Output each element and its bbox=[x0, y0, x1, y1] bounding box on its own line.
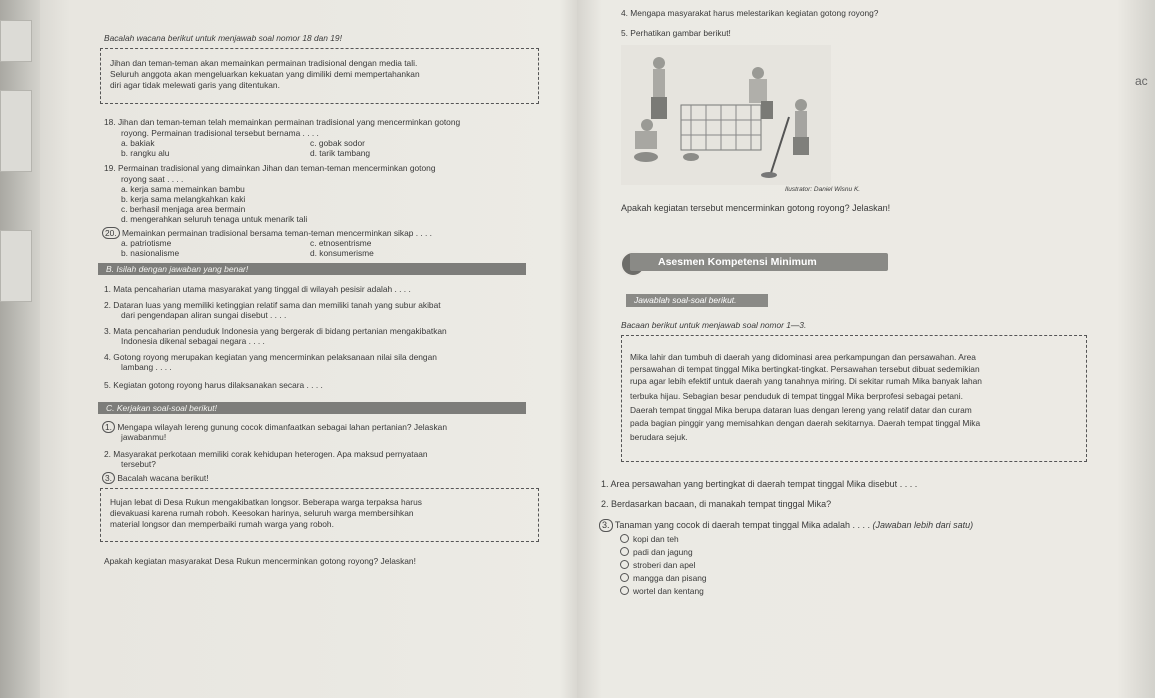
question-18-cont: royong. Permainan tradisional tersebut bernama . . . . bbox=[121, 128, 319, 138]
option-c[interactable]: c. berhasil menjaga area bermain bbox=[121, 204, 246, 214]
passage-line: rupa agar lebih efektif untuk daerah yang tanahnya miring. Di sekitar rumah Mika banyak lahan bbox=[630, 376, 982, 386]
akm-question-3 bbox=[599, 519, 973, 532]
essay-question-3-text: Bacalah wacana berikut! bbox=[117, 473, 209, 483]
essay-question-2: 2. Masyarakat perkotaan memiliki corak kehidupan heterogen. Apa maksud pernyataan bbox=[104, 449, 428, 459]
essay-question-1-cont: jawabanmu! bbox=[121, 432, 167, 442]
edge-text: ac bbox=[1135, 74, 1148, 88]
passage-line: dievakuasi karena rumah roboh. Keesokan harinya, seluruh warga membersihkan bbox=[110, 508, 414, 518]
option-label: mangga dan pisang bbox=[633, 573, 707, 583]
essay-question-1-text: Mengapa wilayah lereng gunung cocok dimanfaatkan sebagai lahan pertanian? Jelaskan bbox=[117, 422, 447, 432]
jawablah-header: Jawablah soal-soal berikut. bbox=[626, 294, 768, 307]
background-object bbox=[0, 20, 32, 62]
passage-line: terbuka hijau. Sebagian besar penduduk di tempat tinggal Mika berprofesi sebagai petani. bbox=[630, 391, 963, 401]
passage-line: Seluruh anggota akan mengeluarkan kekuatan yang dimiliki demi mempertahankan bbox=[110, 69, 420, 79]
passage-line: Mika lahir dan tumbuh di daerah yang didominasi area perkampungan dan persawahan. Area bbox=[630, 352, 976, 362]
checkbox-option[interactable] bbox=[620, 560, 695, 570]
left-page bbox=[0, 0, 577, 698]
section-b-item: 2. Dataran luas yang memiliki ketinggian relatif sama dan memiliki tanah yang subur akibat bbox=[104, 300, 441, 310]
option-d[interactable]: d. tarik tambang bbox=[310, 148, 371, 158]
question-number-circle: 20. bbox=[102, 227, 120, 239]
akm-question-2: 2. Berdasarkan bacaan, di manakah tempat tinggal Mika? bbox=[601, 499, 832, 509]
radio-circle[interactable] bbox=[620, 534, 629, 543]
essay-question-2-cont: tersebut? bbox=[121, 459, 156, 469]
option-a[interactable]: a. kerja sama memainkan bambu bbox=[121, 184, 245, 194]
section-b-item: 4. Gotong royong merupakan kegiatan yang mencerminkan pelaksanaan nilai sila dengan bbox=[104, 352, 437, 362]
question-5-prompt: Apakah kegiatan tersebut mencerminkan gotong royong? Jelaskan! bbox=[621, 203, 891, 213]
question-20-text: Memainkan permainan tradisional bersama teman-teman mencerminkan sikap . . . . bbox=[121, 228, 432, 238]
passage-line: persawahan di tempat tinggal Mika bertingkat-tingkat. Persawahan tersebut dibuat sedemikian bbox=[630, 364, 980, 374]
section-b-item: dari pengendapan aliran sungai disebut . . . . bbox=[121, 310, 287, 320]
question-19: 19. Permainan tradisional yang dimainkan Jihan dan teman-teman mencerminkan gotong bbox=[104, 163, 436, 173]
option-b[interactable]: b. rangku alu bbox=[121, 148, 170, 158]
akm-question-1: 1. Area persawahan yang bertingkat di daerah tempat tinggal Mika disebut . . . . bbox=[601, 479, 918, 489]
option-c[interactable]: c. etnosentrisme bbox=[310, 238, 372, 248]
checkbox-option[interactable] bbox=[620, 547, 693, 557]
intro-text: Bacalah wacana berikut untuk menjawab soal nomor 18 dan 19! bbox=[104, 33, 342, 43]
question-5: 5. Perhatikan gambar berikut! bbox=[621, 28, 731, 38]
passage-line: material longsor dan memperbaiki rumah warga yang roboh. bbox=[110, 519, 334, 529]
option-label: wortel dan kentang bbox=[633, 586, 704, 596]
radio-circle[interactable] bbox=[620, 547, 629, 556]
option-c[interactable]: c. gobak sodor bbox=[310, 138, 365, 148]
background-object bbox=[0, 230, 32, 302]
passage-line: Daerah tempat tinggal Mika berupa dataran luas dengan lereng yang relatif datar dan curam bbox=[630, 405, 972, 415]
option-d[interactable]: d. konsumerisme bbox=[310, 248, 374, 258]
checkbox-option[interactable] bbox=[620, 573, 707, 583]
essay-question-3-prompt: Apakah kegiatan masyarakat Desa Rukun mencerminkan gotong royong? Jelaskan! bbox=[104, 556, 416, 566]
section-b-header: B. Isilah dengan jawaban yang benar! bbox=[98, 263, 526, 275]
option-d[interactable]: d. mengerahkan seluruh tenaga untuk menarik tali bbox=[121, 214, 308, 224]
gotong-royong-illustration bbox=[621, 45, 831, 185]
question-4: 4. Mengapa masyarakat harus melestarikan kegiatan gotong royong? bbox=[621, 8, 879, 18]
passage-line: berudara sejuk. bbox=[630, 432, 688, 442]
option-b[interactable]: b. kerja sama melangkahkan kaki bbox=[121, 194, 246, 204]
essay-question-3 bbox=[102, 472, 209, 484]
radio-circle[interactable] bbox=[620, 560, 629, 569]
option-label: stroberi dan apel bbox=[633, 560, 696, 570]
section-b-item: Indonesia dikenal sebagai negara . . . . bbox=[121, 336, 265, 346]
section-b-item: lambang . . . . bbox=[121, 362, 172, 372]
option-a[interactable]: a. bakiak bbox=[121, 138, 155, 148]
option-label: padi dan jagung bbox=[633, 547, 693, 557]
question-18: 18. Jihan dan teman-teman telah memainkan permainan tradisional yang mencerminkan gotong bbox=[104, 117, 461, 127]
passage-line: Jihan dan teman-teman akan memainkan permainan tradisional dengan media tali. bbox=[110, 58, 418, 68]
radio-circle[interactable] bbox=[620, 586, 629, 595]
question-19-cont: royong saat . . . . bbox=[121, 174, 184, 184]
section-b-item: 5. Kegiatan gotong royong harus dilaksanakan secara . . . . bbox=[104, 380, 323, 390]
passage-line: pada bagian pinggir yang memisahkan dengan daerah sekitarnya. Daerah tempat tinggal Mika bbox=[630, 418, 981, 428]
akm-question-3-text: Tanaman yang cocok di daerah tempat tinggal Mika adalah . . . . bbox=[614, 520, 871, 530]
checkbox-option[interactable] bbox=[620, 534, 679, 544]
passage-line: Hujan lebat di Desa Rukun mengakibatkan longsor. Beberapa warga terpaksa harus bbox=[110, 497, 422, 507]
option-label: kopi dan teh bbox=[633, 534, 679, 544]
reading-instruction: Bacaan berikut untuk menjawab soal nomor 1—3. bbox=[621, 320, 807, 330]
section-c-header: C. Kerjakan soal-soal berikut! bbox=[98, 402, 526, 414]
section-b-item: 3. Mata pencaharian penduduk Indonesia yang bergerak di bidang pertanian mengakibatkan bbox=[104, 326, 447, 336]
asesmen-banner: Asesmen Kompetensi Minimum bbox=[630, 253, 888, 271]
passage-line: diri agar tidak melewati garis yang ditentukan. bbox=[110, 80, 280, 90]
question-number-circle: 3. bbox=[102, 472, 115, 484]
question-number-circle: 3. bbox=[599, 519, 613, 532]
option-a[interactable]: a. patriotisme bbox=[121, 238, 172, 248]
background-object bbox=[0, 90, 32, 172]
section-b-item: 1. Mata pencaharian utama masyarakat yang tinggal di wilayah pesisir adalah . . . . bbox=[104, 284, 411, 294]
illustrator-credit: Ilustrator: Daniel Wisnu K. bbox=[785, 186, 861, 193]
checkbox-option[interactable] bbox=[620, 586, 704, 596]
question-number-circle: 1. bbox=[102, 421, 115, 433]
akm-question-3-note: (Jawaban lebih dari satu) bbox=[872, 520, 974, 530]
radio-circle[interactable] bbox=[620, 573, 629, 582]
option-b[interactable]: b. nasionalisme bbox=[121, 248, 180, 258]
